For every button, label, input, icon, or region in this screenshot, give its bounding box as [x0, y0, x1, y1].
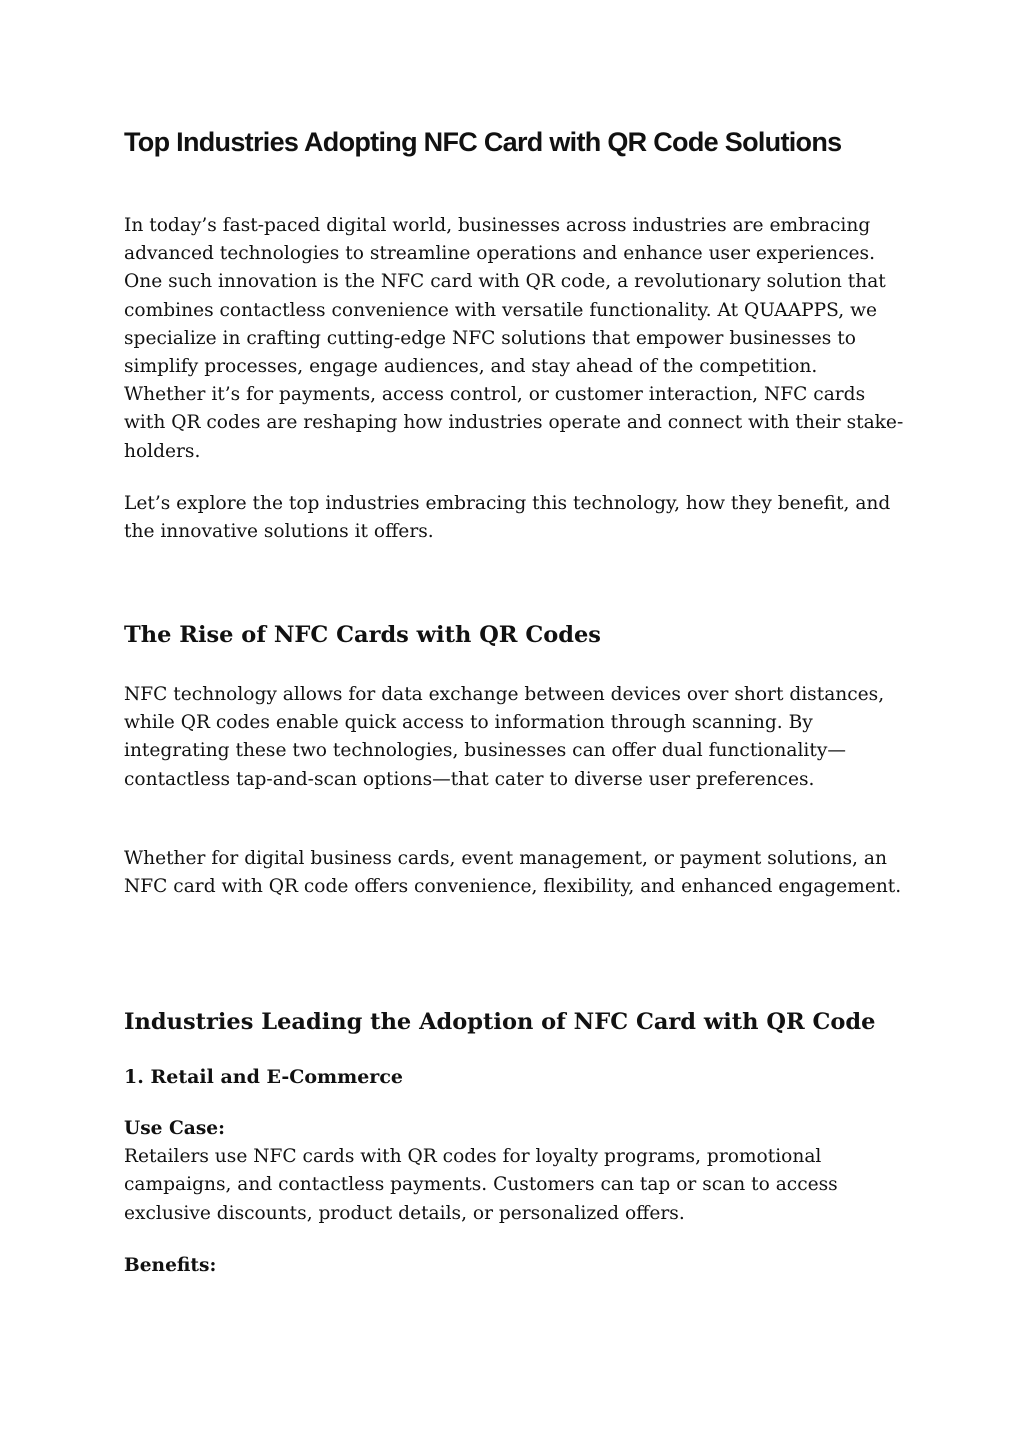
use-case-label: Use Case: [124, 1118, 225, 1139]
rise-use-paragraph: Whether for digital business cards, event management, or payment solutions, an NFC card with QR code offers convenience, flexibility, and enhanced engagement. [124, 848, 902, 898]
rise-heading: The Rise of NFC Cards with QR Codes [124, 622, 601, 648]
document-title: Top Industries Adopting NFC Card with QR Code Solutions [124, 127, 842, 157]
benefits-label: Benefits: [124, 1255, 217, 1276]
retail-use-case [124, 1115, 904, 1228]
retail-benefits [124, 1252, 904, 1280]
retail-heading: 1. Retail and E-Commerce [124, 1066, 403, 1088]
industries-heading: Industries Leading the Adoption of NFC Card with QR Code [124, 1009, 876, 1035]
intro-paragraph: In today’s fast-paced digital world, businesses across industries are embracing advanced technologies to streamline operations and enhance user experiences. One such innovation is the NFC card with QR code, a revolutionary solution that combines contactless convenience with versatile functionality. At QUAAPPS, we specialize in crafting cutting-edge NFC solutions that empower businesses to simplify processes, engage audiences, and stay ahead of the competition. Whether it’s for payments, access control, or customer interaction, NFC cards with QR codes are reshaping how industries operate and connect with their stake-holders. [124, 215, 904, 462]
rise-paragraph: NFC technology allows for data exchange between devices over short distances, while QR codes enable quick access to information through scanning. By integrating these two technologies, businesses can offer dual functionality—contactless tap-and-scan options—that cater to diverse user preferences. [124, 684, 885, 790]
use-case-text: Retailers use NFC cards with QR codes for loyalty programs, promotional campaigns, and contactless payments. Customers can tap or scan to access exclusive discounts, product details, or personalized offers. [124, 1146, 838, 1224]
intro-explore-paragraph: Let’s explore the top industries embracing this technology, how they benefit, and the innovative solutions it offers. [124, 493, 891, 543]
